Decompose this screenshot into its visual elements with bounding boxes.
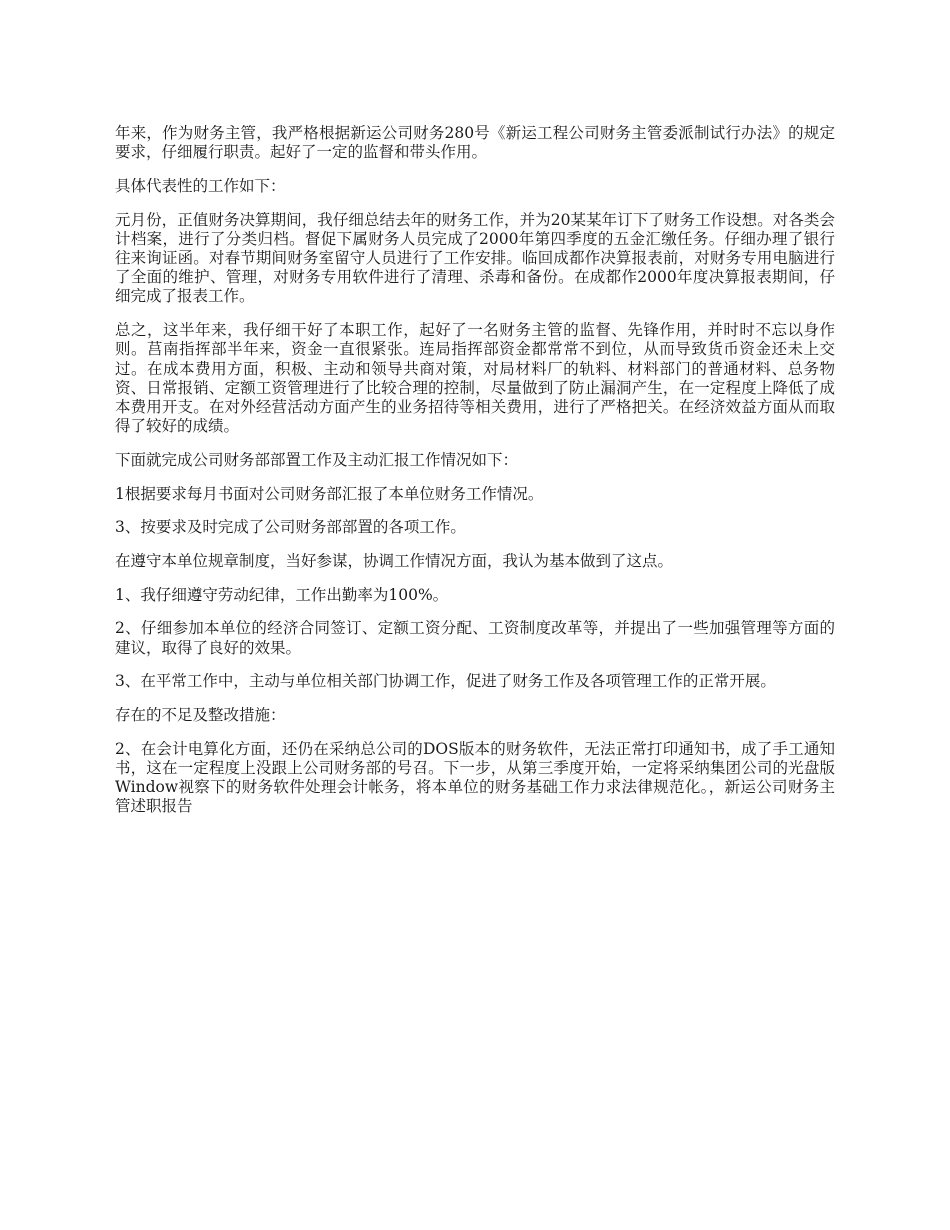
paragraph-item-coordination: 3、在平常工作中，主动与单位相关部门协调工作，促进了财务工作及各项管理工作的正常开展。	[115, 672, 776, 691]
paragraph-item-computerization: 2、在会计电算化方面，还仍在采纳总公司的DOS版本的财务软件，无法正常打印通知书，成了手工通知书，这在一定程度上没跟上公司财务部的号召。下一步，从第三季度开始，一定将采纳集团公司的光盘版Window视察下的财务软件处理会计帐务，将本单位的财务基础工作力求法律规范化。，新运公司财务主管述职报告	[115, 739, 835, 816]
paragraph-item-monthly-report: 1根据要求每月书面对公司财务部汇报了本单位财务工作情况。	[115, 484, 544, 503]
paragraph-january-work: 元月份，正值财务决算期间，我仔细总结去年的财务工作，并为20某某年订下了财务工作设想。对各类会计档案，进行了分类归档。督促下属财务人员完成了2000年第四季度的五金汇缴任务。仔细办理了银行往来询证函。对春节期间财务室留守人员进行了工作安排。临回成都作决算报表前，对财务专用电脑进行了全面的维护、管理，对财务专用软件进行了清理、杀毒和备份。在成都作2000年度决算报表期间，仔细完成了报表工作。	[115, 210, 835, 306]
paragraph-work-heading: 具体代表性的工作如下：	[115, 176, 286, 195]
document-body	[115, 124, 835, 831]
paragraph-item-attendance: 1、我仔细遵守劳动纪律，工作出勤率为100%。	[115, 585, 449, 604]
paragraph-rules-heading: 在遵守本单位规章制度，当好参谋，协调工作情况方面，我认为基本做到了这点。	[115, 551, 674, 570]
paragraph-item-contracts: 2、仔细参加本单位的经济合同签订、定额工资分配、工资制度改革等，并提出了一些加强管理等方面的建议，取得了良好的效果。	[115, 619, 835, 657]
paragraph-intro: 年来，作为财务主管，我严格根据新运公司财务280号《新运工程公司财务主管委派制试行办法》的规定要求，仔细履行职责。起好了一定的监督和带头作用。	[115, 124, 835, 162]
paragraph-report-heading: 下面就完成公司财务部部置工作及主动汇报工作情况如下：	[115, 450, 519, 469]
paragraph-shortcomings-heading: 存在的不足及整改措施：	[115, 705, 286, 724]
paragraph-summary: 总之，这半年来，我仔细干好了本职工作，起好了一名财务主管的监督、先锋作用，并时时不忘以身作则。莒南指挥部半年来，资金一直很紧张。连局指挥部资金都常常不到位，从而导致货币资金还未上交过。在成本费用方面，积极、主动和领导共商对策，对局材料厂的轨料、材料部门的普通材料、总务物资、日常报销、定额工资管理进行了比较合理的控制，尽量做到了防止漏洞产生，在一定程度上降低了成本费用开支。在对外经营活动方面产生的业务招待等相关费用，进行了严格把关。在经济效益方面从而取得了较好的成绩。	[115, 321, 835, 436]
paragraph-item-tasks-completed: 3、按要求及时完成了公司财务部部置的各项工作。	[115, 518, 466, 537]
